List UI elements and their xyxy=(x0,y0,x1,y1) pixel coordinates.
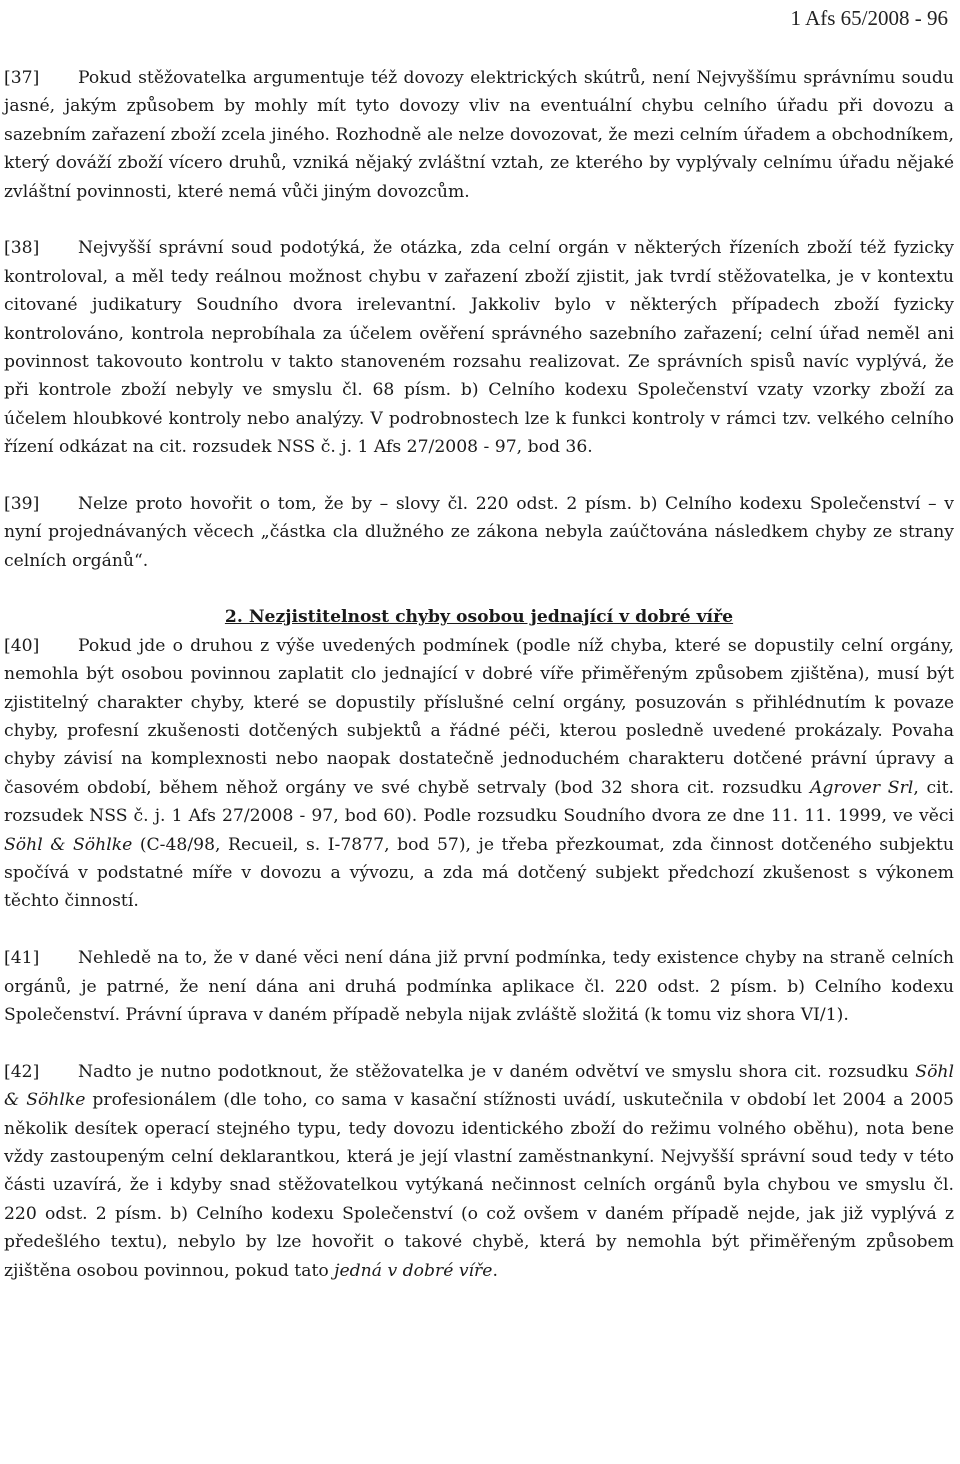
paragraph-text: Nehledě na to, že v dané věci není dána již první podmínka, tedy existence chyby na straně celních orgánů, je patrné, že není dána ani druhá podmínka aplikace čl. 220 odst. 2 písm. b) Celního kodexu Společenství. Právní úprava v daném případě nebyla nijak zvláště složitá (k tomu viz shora VI/1). xyxy=(4,948,954,1025)
paragraph-number: [38] xyxy=(4,238,40,259)
paragraph-number: [42] xyxy=(4,1061,40,1082)
paragraph-number: [40] xyxy=(4,635,40,656)
paragraph-37 xyxy=(4,64,954,206)
paragraph-39 xyxy=(4,490,954,575)
paragraph-number: [39] xyxy=(4,494,40,515)
paragraph-38 xyxy=(4,234,954,461)
paragraph-number: [41] xyxy=(4,948,40,969)
section-heading: 2. Nezjistitelnost chyby osobou jednající v dobré víře xyxy=(224,607,734,628)
paragraph-42 xyxy=(4,1058,954,1285)
case-name-italic: Agrover Srl xyxy=(809,777,914,798)
paragraph-text: Nejvyšší správní soud podotýká, že otázka, zda celní orgán v některých řízeních zboží též fyzicky kontroloval, a měl tedy reálnou možnost chybu v zařazení zboží zjistit, jak tvrdí stěžovatelka, je v kontextu citované judikatury Soudního dvora irelevantní. Jakkoliv bylo v některých případech zboží fyzicky kontrolováno, kontrola neprobíhala za účelem ověření správného sazebního zařazení; celní úřad neměl ani povinnost takovouto kontrolu v takto stanoveném rozsahu realizovat. Ze správních spisů navíc vyplývá, že při kontrole zboží nebyly ve smyslu čl. 68 písm. b) Celního kodexu Společenství vzaty vzorky zboží za účelem hloubkové kontroly nebo analýzy. V podrobnostech lze k funkci kontroly v rámci tzv. velkého celního řízení odkázat na cit. rozsudek NSS č. j. 1 Afs 27/2008 - 97, bod 36. xyxy=(4,238,954,458)
paragraph-text: (C-48/98, Recueil, s. I-7877, bod 57), je třeba přezkoumat, zda činnost dotčeného subjektu spočívá v podstatné míře v dovozu a vývozu, a zda má dotčený subjekt předchozí zkušenost s výkonem těchto činností. xyxy=(4,834,954,912)
case-name-italic: Söhl & Söhlke xyxy=(4,834,133,855)
paragraph-number: [37] xyxy=(4,68,40,88)
case-number-header: 1 Afs 65/2008 - 96 xyxy=(790,6,948,30)
document-body xyxy=(4,64,954,1285)
paragraph-41 xyxy=(4,944,954,1029)
paragraph-40 xyxy=(4,632,954,916)
paragraph-text: profesionálem (dle toho, co sama v kasační stížnosti uvádí, uskutečnila v období let 2004 a 2005 několik desítek operací stejného typu, tedy dovozu identického zboží do režimu volného oběhu), nota bene vždy zastoupeným celní deklarantkou, která je její vlastní zaměstnankyní. Nejvyšší správní soud tedy v této části uzavírá, že i kdyby snad stěžovatelkou vytýkaná nečinnost celních orgánů byla chybou ve smyslu čl. 220 odst. 2 písm. b) Celního kodexu Společenství (o což ovšem v daném případě nejde, jak již vyplývá z předešlého textu), nebylo by lze hovořit o takové chybě, která by nemohla být přiměřeným způsobem zjištěna osobou povinnou, pokud tato xyxy=(4,1090,954,1281)
paragraph-text: Pokud stěžovatelka argumentuje též dovozy elektrických skútrů, není Nejvyššímu správnímu soudu jasné, jakým způsobem by mohly mít tyto dovozy vliv na eventuální chybu celního úřadu při dovozu a sazebním zařazení zboží zcela jiného. Rozhodně ale nelze dovozovat, že mezi celním úřadem a obchodníkem, který dováží zboží vícero druhů, vzniká nějaký zvláštní vztah, ze kterého by vyplývaly celnímu úřadu nějaké zvláštní povinnosti, které nemá vůči jiným dovozcům. xyxy=(4,68,954,202)
paragraph-text: . xyxy=(492,1260,498,1281)
paragraph-text: , cit. rozsudek NSS č. j. 1 Afs 27/2008 - 97, bod 60). Podle rozsudku Soudního dvora ze dne 11. 11. 1999, ve věci xyxy=(4,777,955,827)
emphasis-italic: jedná v dobré víře xyxy=(334,1260,493,1281)
paragraph-text: Nelze proto hovořit o tom, že by – slovy čl. 220 odst. 2 písm. b) Celního kodexu Společenství – v nyní projednávaných věcech „částka cla dlužného ze zákona nebyla zaúčtována následkem chyby ze strany celních orgánů“. xyxy=(4,494,954,571)
paragraph-text: Nadto je nutno podotknout, že stěžovatelka je v daném odvětví ve smyslu shora cit. rozsudku xyxy=(78,1061,916,1082)
case-name-italic: Söhl & Söhlke xyxy=(4,1061,954,1111)
paragraph-text: Pokud jde o druhou z výše uvedených podmínek (podle níž chyba, které se dopustily celní orgány, nemohla být osobou povinnou zaplatit clo jednající v dobré víře přiměřeným způsobem zjištěna), musí být zjistitelný charakter chyby, které se dopustily příslušné celní orgány, posuzován s přihlédnutím k povaze chyby, profesní zkušenosti dotčených subjektů a řádné péči, kterou posledně uvedené prokázaly. Povaha chyby závisí na komplexnosti nebo naopak dostatečně jednoduchém charakteru dotčené právní úpravy a časovém období, během něhož orgány ve své chybě setrvaly (bod 32 shora cit. rozsudku xyxy=(4,635,954,798)
